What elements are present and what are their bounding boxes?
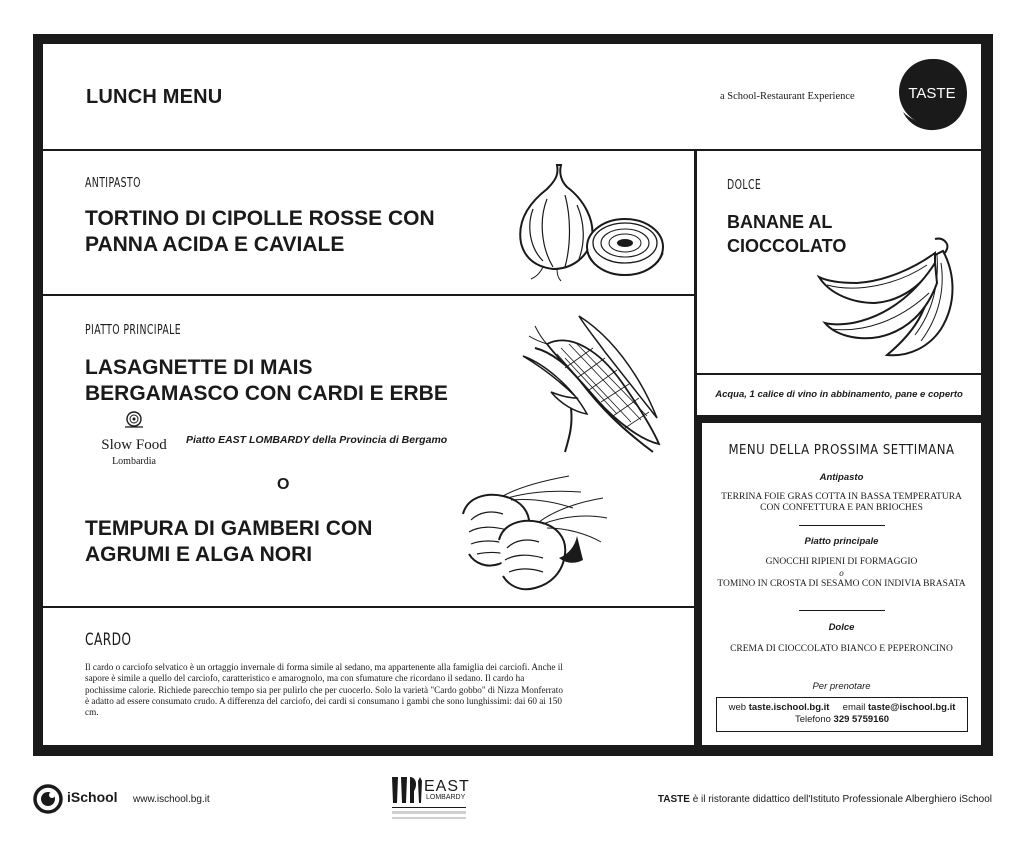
dolce-dish-line2: CIOCCOLATO xyxy=(727,236,847,256)
antipasto-label: ANTIPASTO xyxy=(85,176,141,191)
footer-taste-name: TASTE xyxy=(657,794,690,805)
principale-dish1-line1: LASAGNETTE DI MAIS xyxy=(85,356,313,379)
next-dolce-label: Dolce xyxy=(828,622,855,633)
principale-dish2-line1: TEMPURA DI GAMBERI CON xyxy=(85,517,373,540)
next-principale-item1: GNOCCHI RIPIENI DI FORMAGGIO xyxy=(765,557,918,567)
next-dolce-item: CREMA DI CIOCCOLATO BIANCO E PEPERONCINO xyxy=(730,644,953,654)
next-or: o xyxy=(839,568,844,578)
antipasto-dish-line1: TORTINO DI CIPOLLE ROSSE CON xyxy=(85,207,435,230)
slowfood-region: Lombardia xyxy=(112,456,156,467)
divider xyxy=(799,525,885,526)
next-week-title: MENU DELLA PROSSIMA SETTIMANA xyxy=(728,443,955,458)
next-week-panel xyxy=(702,423,981,745)
booking-contact-box xyxy=(716,697,968,732)
taste-logo xyxy=(894,55,970,135)
shrimp-illustration xyxy=(451,468,611,596)
principale-dish1-line2: BERGAMASCO CON CARDI E ERBE xyxy=(85,382,448,405)
acqua-panel xyxy=(697,375,981,415)
principale-panel xyxy=(43,296,694,606)
east-lombardy-logo xyxy=(388,773,470,823)
included-items-note: Acqua, 1 calice di vino in abbinamento, pane e coperto xyxy=(715,389,963,400)
cardo-description: Il cardo o carciofo selvatico è un ortaggio invernale di forma simile al sedano, ma appartenente alla famiglia dei carciofi. Anche il sapore è simile a quello del carciofo, caratteristico e amarognolo, ma con sfumature che ricordano il sedano. Il cardo ha pochissime calorie. Richiede parecchio tempo sia per pulirlo che per cuocerlo. Solo la varietà "Cardo gobbo" di Nizza Monferrato è adatto ad essere consumato crudo. A differenza del carciofo, dei cardi si consumano i gambi che sono lunghissimi: dai 60 ai 150 cm. xyxy=(85,662,563,718)
ischool-brand xyxy=(33,782,253,816)
antipasto-dish-line2: PANNA ACIDA E CAVIALE xyxy=(85,233,345,256)
slowfood-logo xyxy=(89,410,179,467)
next-antipasto-item: TERRINA FOIE GRAS COTTA IN BASSA TEMPERATURA CON CONFETTURA E PAN BRIOCHES xyxy=(721,492,962,513)
onion-illustration xyxy=(513,159,668,284)
cardo-panel xyxy=(43,608,694,745)
header-panel xyxy=(43,44,981,149)
next-principale-item2: TOMINO IN CROSTA DI SESAMO CON INDIVIA BRASATA xyxy=(717,579,966,589)
antipasto-panel xyxy=(43,151,694,294)
ischool-logo-icon xyxy=(33,784,63,814)
divider xyxy=(799,610,885,611)
or-separator: O xyxy=(277,476,290,493)
slowfood-name: Slow Food xyxy=(101,437,167,453)
email-label: email xyxy=(842,702,866,713)
next-antipasto-label: Antipasto xyxy=(819,472,864,483)
east-logo-sub: LOMBARDY xyxy=(426,794,466,801)
phone-label: Telefono xyxy=(794,714,831,725)
principale-dish2-line2: AGRUMI E ALGA NORI xyxy=(85,543,313,566)
taste-logo-text: TASTE xyxy=(908,85,956,102)
dolce-dish-line1: BANANE AL xyxy=(727,212,833,232)
footer-taste-note xyxy=(658,794,992,805)
phone-number[interactable]: 329 5759160 xyxy=(833,714,890,725)
snail-icon xyxy=(123,410,145,430)
footer-taste-text: è il ristorante didattico dell'Istituto Professionale Alberghiero iSchool xyxy=(692,794,992,805)
principale-label: PIATTO PRINCIPALE xyxy=(85,323,182,338)
east-lombardy-note: Piatto EAST LOMBARDY della Provincia di Bergamo xyxy=(186,434,448,446)
ischool-name: iSchool xyxy=(67,789,118,805)
east-logo-text: EAST xyxy=(424,778,470,795)
corn-illustration xyxy=(521,312,671,458)
email-link[interactable]: taste@ischool.bg.it xyxy=(868,702,956,713)
ischool-url[interactable]: www.ischool.bg.it xyxy=(133,794,210,805)
cardo-label: CARDO xyxy=(85,630,132,650)
web-label: web xyxy=(728,702,747,713)
banana-illustration xyxy=(817,233,967,361)
web-link[interactable]: taste.ischool.bg.it xyxy=(748,702,830,713)
tagline: a School-Restaurant Experience xyxy=(720,91,855,102)
booking-label: Per prenotare xyxy=(812,681,871,692)
page-title: LUNCH MENU xyxy=(86,86,223,108)
next-principale-label: Piatto principale xyxy=(804,536,879,547)
dolce-panel xyxy=(697,151,981,373)
dolce-label: DOLCE xyxy=(727,178,762,193)
